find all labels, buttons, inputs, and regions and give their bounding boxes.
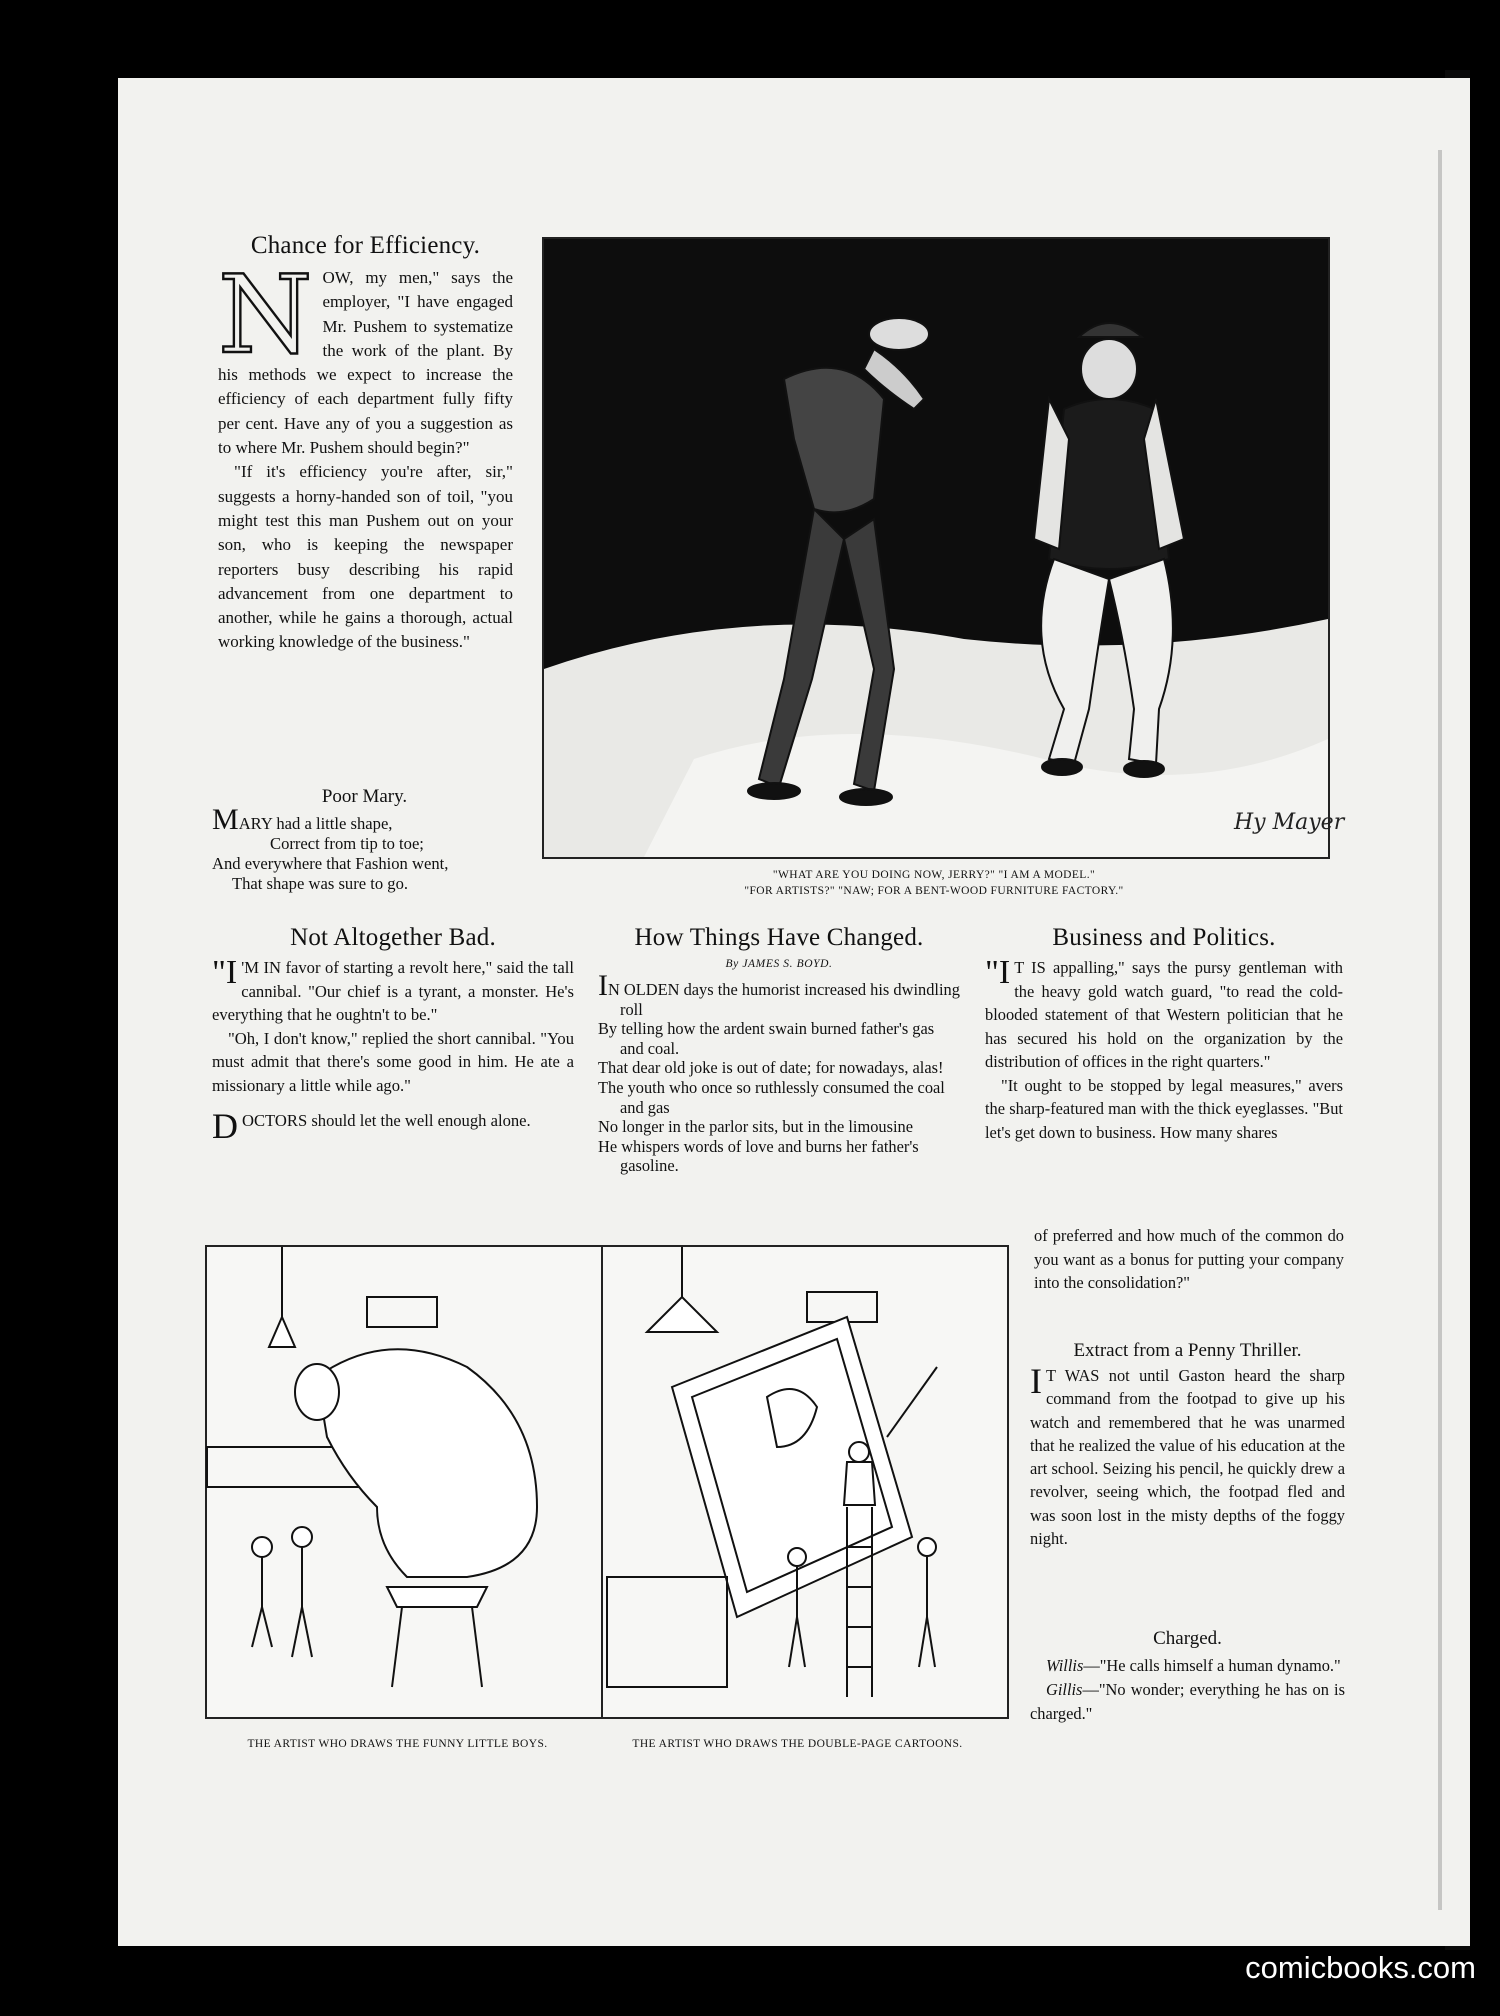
article-penny-thriller	[1030, 1340, 1345, 1550]
article-paragraph: NOW, my men," says the employer, "I have engaged Mr. Pushem to systematize the work of the plant. By his methods we expect to increase the efficiency of each department fully fifty per cent. Have any of you a suggestion as to where Mr. Pushem should begin?"	[218, 253, 513, 458]
caption-line: "FOR ARTISTS?" "NAW; FOR A BENT-WOOD FURNITURE FACTORY."	[744, 885, 1124, 897]
drop-cap: "I	[985, 954, 1011, 991]
cartoon-caption	[205, 1738, 1005, 1750]
article-paragraph: "I T IS appalling," says the pursy gentleman with the heavy gold watch guard, "to read the cold-blooded statement of that Western politician that he has secured his hold on the organization by the distribution of offices in the right quarters."	[985, 954, 1343, 1071]
article-title: Not Altogether Bad.	[290, 924, 496, 951]
panel-divider	[601, 1247, 603, 1717]
poem-line: That dear old joke is out of date; for nowadays, alas!	[598, 1058, 944, 1078]
article-paragraph: "I 'M IN favor of starting a revolt here," said the tall cannibal. "Our chief is a tyrant, a monster. He's everything that he oughtn't to be."	[212, 954, 574, 1024]
cartoon-illustration	[207, 1247, 1007, 1717]
article-paragraph: I T WAS not until Gaston heard the sharp command from the footpad to give up his watch and remembered that he was unarmed that he realized the value of his education at the art school. Seizing his pencil, he quickly drew a revolver, seeing which, the footpad fled and was soon lost in the misty depths of the foggy night.	[1030, 1361, 1345, 1549]
poem-line: No longer in the parlor sits, but in the limousine	[598, 1117, 914, 1137]
caption-left: THE ARTIST WHO DRAWS THE FUNNY LITTLE BOYS.	[247, 1738, 548, 1750]
poem-line: The youth who once so ruthlessly consumed the coal and gas	[598, 1077, 945, 1117]
poem-line: That shape was sure to go.	[232, 874, 409, 893]
cartoon-jerry-model	[542, 237, 1345, 859]
drop-cap: N	[218, 253, 313, 378]
drop-cap: I	[1030, 1361, 1042, 1401]
poem-line: And everywhere that Fashion went,	[212, 854, 449, 873]
article-paragraph: "It ought to be stopped by legal measures," avers the sharp-featured man with the thick eyeglasses. "But let's get down to business. How many shares	[985, 1075, 1343, 1142]
poem-line: Correct from tip to toe;	[270, 834, 424, 853]
poem-line: He whispers words of love and burns her father's gasoline.	[598, 1136, 919, 1176]
dialogue-line: Willis—"He calls himself a human dynamo."	[1046, 1656, 1341, 1675]
artist-signature: Hy Mayer	[1234, 810, 1345, 835]
article-chance-for-efficiency	[218, 232, 513, 655]
left-panel	[207, 1247, 537, 1687]
joke-title: Charged.	[1153, 1628, 1222, 1649]
article-business-and-politics	[985, 924, 1343, 1144]
dialogue-line: Gillis—"No wonder; everything he has on is charged."	[1030, 1680, 1345, 1723]
article-paragraph-continued: of preferred and how much of the common do you want as a bonus for putting your company into the consolidation?"	[1034, 1226, 1344, 1292]
poem-poor-mary	[212, 786, 517, 894]
page-gutter-shadow	[1438, 150, 1442, 1910]
article-title: How Things Have Changed.	[634, 924, 924, 951]
joke-charged	[1030, 1628, 1345, 1726]
article-paragraph: "If it's efficiency you're after, sir," suggests a horny-handed son of toil, "you might test this man Pushem out on your son, who is keeping the newspaper reporters busy describing his rapid advancement from one department to another, while he gains a thorough, actual working knowledge of the business."	[218, 462, 513, 652]
article-paragraph: DOCTORS should let the well enough alone.	[212, 1106, 531, 1146]
article-paragraph: "Oh, I don't know," replied the short cannibal. "You must admit that there's some good in him. He ate a missionary a little while ago."	[212, 1028, 574, 1095]
poem-line: MARY had a little shape,	[212, 803, 393, 836]
poem-title: Poor Mary.	[321, 786, 408, 807]
caption-line: "WHAT ARE YOU DOING NOW, JERRY?" "I AM A MODEL."	[772, 869, 1096, 881]
right-panel	[207, 1247, 937, 1697]
article-title: Extract from a Penny Thriller.	[1073, 1340, 1302, 1361]
poem-line: By telling how the ardent swain burned father's gas and coal.	[598, 1019, 935, 1058]
article-title: Business and Politics.	[1052, 924, 1276, 951]
drop-cap: D	[212, 1106, 238, 1146]
caption-right: THE ARTIST WHO DRAWS THE DOUBLE-PAGE CARTOONS.	[632, 1738, 963, 1750]
article-title: Chance for Efficiency.	[250, 232, 481, 259]
cartoon-illustration	[544, 239, 1345, 857]
site-watermark: comicbooks.com	[1245, 1950, 1476, 1985]
poem-how-things-have-changed	[598, 924, 960, 1176]
poem-line: IN OLDEN days the humorist increased his dwindling roll	[598, 969, 960, 1019]
byline: By JAMES S. BOYD.	[725, 958, 833, 970]
article-not-altogether-bad	[212, 924, 574, 1146]
cartoon-caption	[542, 867, 1326, 899]
drop-cap: "I	[212, 954, 238, 991]
cartoon-two-artists	[205, 1245, 1009, 1719]
